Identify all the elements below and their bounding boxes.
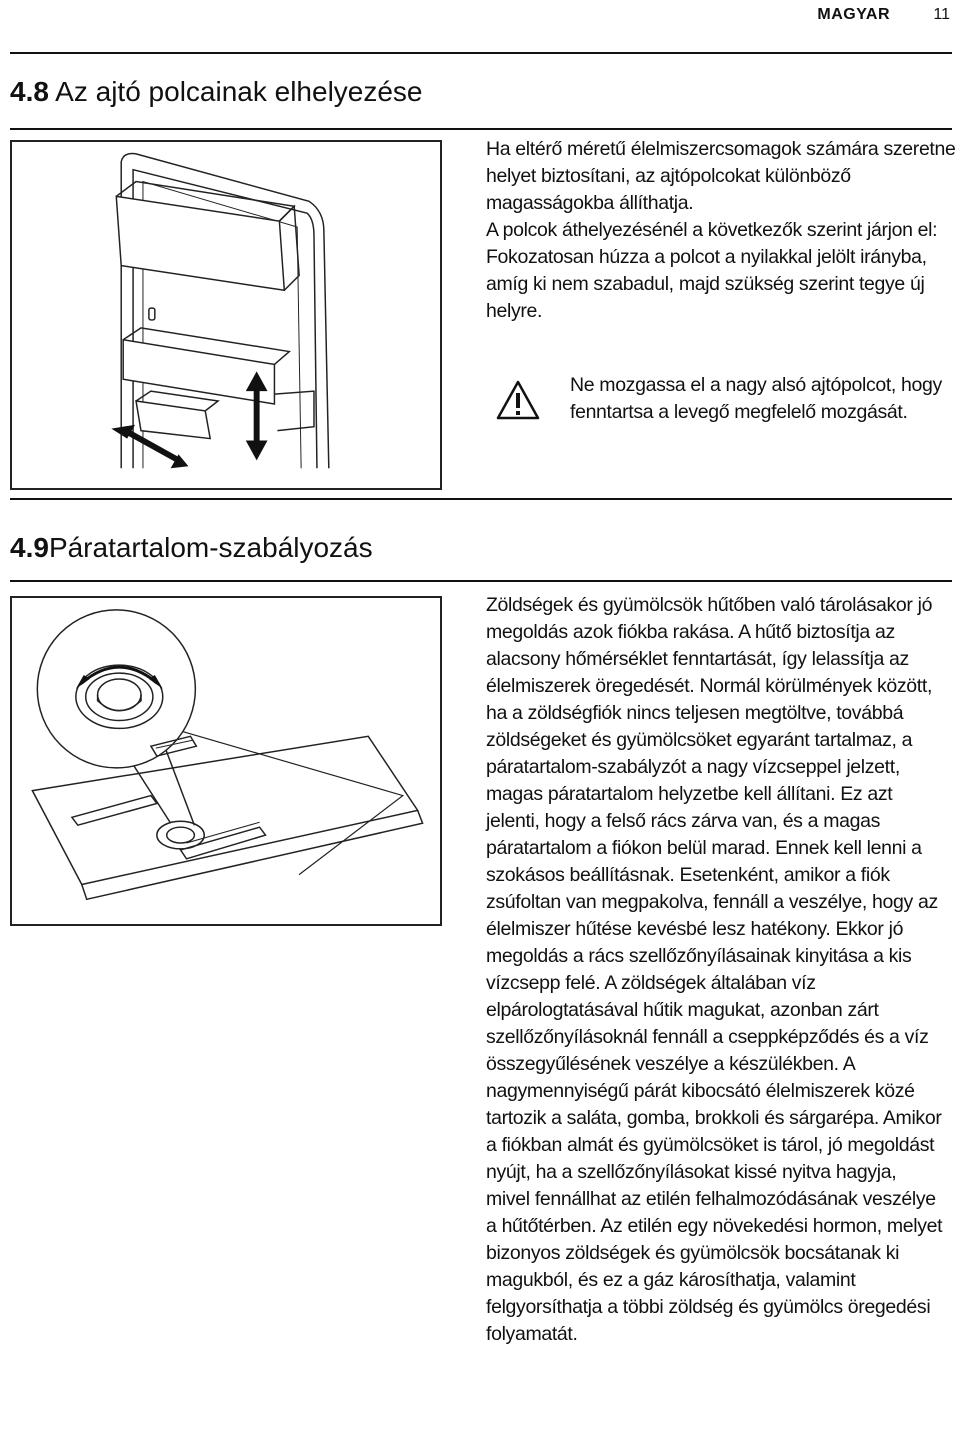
door-shelf-illustration xyxy=(10,140,442,490)
paragraph: A polcok áthelyezésénél a következők szerint járjon el: xyxy=(486,219,938,241)
language-label: MAGYAR xyxy=(817,6,890,23)
section-divider xyxy=(10,128,952,130)
column-rule xyxy=(486,580,952,582)
section-title-4-9 xyxy=(10,532,373,564)
paragraph: Ha eltérő méretű élelmiszercsomagok számára szeretne helyet biztosítani, az ajtópolcokat különböző magasságokba állíthatja. xyxy=(486,138,956,214)
section-divider xyxy=(10,52,952,54)
humidity-drawer-drawing xyxy=(12,598,440,924)
section-heading: Az ajtó polcainak elhelyezése xyxy=(55,76,423,107)
humidity-control-illustration xyxy=(10,596,442,926)
section-divider xyxy=(10,498,952,500)
section-number: 4.9 xyxy=(10,532,49,563)
page-header xyxy=(0,0,960,28)
paragraph: Fokozatosan húzza a polcot a nyilakkal jelölt irányba, amíg ki nem szabadul, majd szükség szerint tegye új helyre. xyxy=(486,246,927,322)
warning-text: Ne mozgassa el a nagy alsó ajtópolcot, hogy fenntartsa a levegő megfelelő mozgását. xyxy=(570,374,942,423)
paragraph: Zöldségek és gyümölcsök hűtőben való tárolásakor jó megoldás azok fiókba rakása. A hűtő biztosítja az alacsony hőmérséklet fenntartását, így lelassítja az élelmiszerek öregedését. Normál körülmények között, ha a zöldségfiók nincs teljesen megtöltve, továbbá zöldségeket és gyümölcsöket egyaránt tartalmaz, a páratartalom-szabályzót a nagy vízcseppel jelzett, magas páratartalom helyzetbe kell állítani. Ez azt jelenti, hogy a felső rács zárva van, és a magas páratartalom a fiókon belül marad. Ennek kell lenni a szokásos beállításnak. Esetenként, amikor a fiók zsúfoltan van megpakolva, fennáll a veszélye, hogy az élelmiszer hűtése kevésbé lesz hatékony. Ekkor jó megoldás a rács szellőzőnyílásainak kinyitása a kis vízcsepp felé. A zöldségek általában víz elpárologtatásával hűtik magukat, azonban zárt szellőzőnyílásoknál fennáll a cseppképződés és a víz összegyűlésének veszélye a készülékben. A nagymennyiségű párát kibocsátó élelmiszerek közé tartozik a saláta, gomba, brokkoli és sárgarépa. Amikor a fiókban almát és gyümölcsöket is tárol, jó megoldást nyújt, ha a szellőzőnyílásokat kissé nyitva hagyja, mivel fennállhat az etilén felhalmozódásának veszélye a hűtőtérben. Az etilén egy növekedési hormon, melyet bizonyos zöldségek és gyümölcsök bocsátanak ki magukból, és ez a gáz károsíthatja, valamint felgyorsíthatja a többi zöldség és gyümölcs öregedési folyamatát. xyxy=(486,594,943,1345)
door-shelf-drawing xyxy=(12,142,440,488)
warning-triangle-icon xyxy=(496,380,540,420)
section-heading: Páratartalom-szabályozás xyxy=(48,532,373,563)
section-title-4-8 xyxy=(10,76,423,108)
section-4-8-text xyxy=(486,136,956,325)
page-number: 11 xyxy=(933,6,950,23)
section-number: 4.8 xyxy=(10,76,49,107)
warning-box xyxy=(486,372,956,452)
section-4-9-text xyxy=(486,592,944,1348)
